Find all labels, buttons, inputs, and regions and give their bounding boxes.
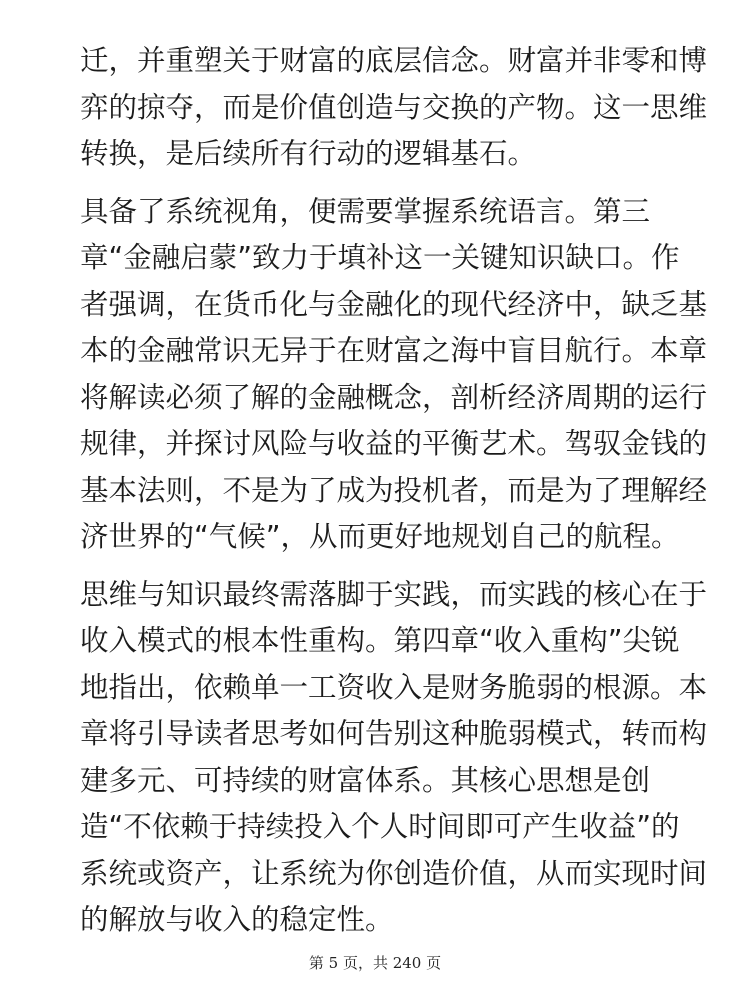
text-line: 转换，是后续所有行动的逻辑基石。 [80,137,537,170]
text-line: 建多元、可持续的财富体系。其核心思想是创 [80,763,651,797]
text-line: 迁，并重塑关于财富的底层信念。财富并非零和博 [80,44,708,77]
text-line: 本的金融常识无异于在财富之海中盲目航行。本章 [80,334,708,367]
text-line: 规律，并探讨风险与收益的平衡艺术。驾驭金钱的 [80,427,708,460]
text-line: 将解读必须了解的金融概念，剖析经济周期的运行 [80,380,708,414]
text-line: 章将引导读者思考如何告别这种脆弱模式，转而构 [80,717,708,750]
text-line: 济世界的“气候”，从而更好地规划自己的航程。 [80,520,680,553]
text-line: 收入模式的根本性重构。第四章“收入重构”尖锐 [80,624,680,657]
text-line: 造“不依赖于持续投入个人时间即可产生收益”的 [80,810,680,843]
body-text [80,38,708,944]
page-number-footer: 第 5 页，共 240 页 [308,954,442,972]
text-line: 弈的掠夺，而是价值创造与交换的产物。这一思维 [80,90,708,124]
paragraph [80,572,708,944]
text-line: 思维与知识最终需落脚于实践，而实践的核心在于 [80,577,708,611]
paragraph-gap [80,561,680,572]
paragraph [80,189,708,561]
paragraph [80,38,708,178]
text-line: 具备了系统视角，便需要掌握系统语言。第三 [80,194,651,228]
text-line: 基本法则，不是为了成为投机者，而是为了理解经 [80,473,708,507]
text-line: 章“金融启蒙”致力于填补这一关键知识缺口。作 [80,241,680,274]
text-line: 者强调，在货币化与金融化的现代经济中，缺乏基 [80,287,708,321]
text-line: 的解放与收入的稳定性。 [80,903,394,936]
text-line: 地指出，依赖单一工资收入是财务脆弱的根源。本 [80,670,708,704]
text-line: 系统或资产，让系统为你创造价值，从而实现时间 [80,856,708,890]
paragraph-gap [80,178,680,189]
